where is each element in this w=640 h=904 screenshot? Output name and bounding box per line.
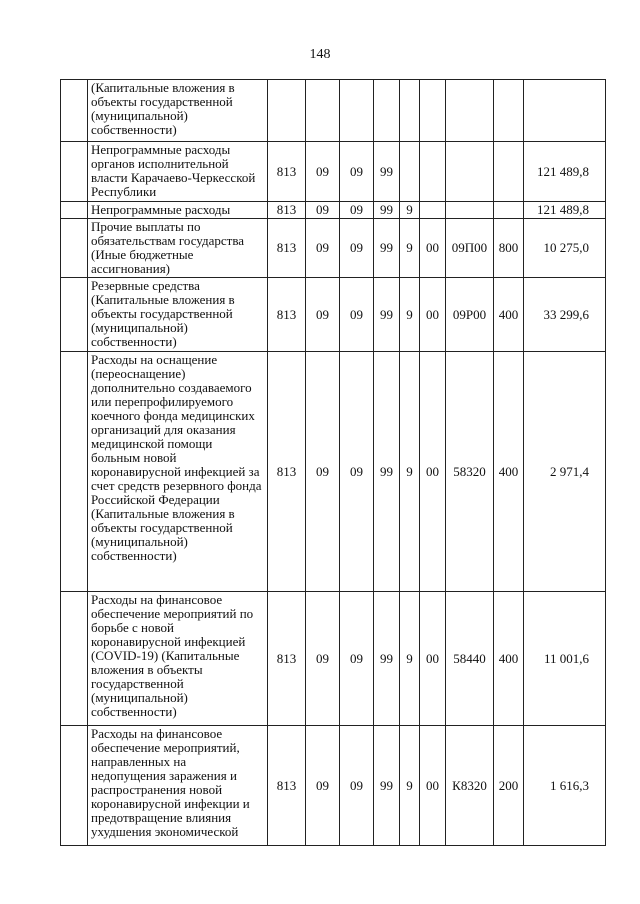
subprogram-code-cell	[400, 142, 420, 202]
expense-name-cell: Резервные средства (Капитальные вложения в объекты государственной (муниципальной) собственности)	[88, 278, 268, 352]
subprogram-code-cell: 9	[400, 219, 420, 278]
article-code-cell	[446, 80, 494, 142]
amount-cell: 121 489,8	[524, 202, 606, 219]
ministry-code-cell: 813	[268, 592, 306, 726]
program-code-cell: 99	[374, 202, 400, 219]
subsection-code-cell: 09	[340, 726, 374, 846]
article-code-cell: К8320	[446, 726, 494, 846]
blank-cell	[61, 80, 88, 142]
program-code-cell: 99	[374, 142, 400, 202]
amount-cell: 2 971,4	[524, 352, 606, 592]
expense-type-cell	[494, 80, 524, 142]
subprogram-code-cell: 9	[400, 592, 420, 726]
section-code-cell: 09	[306, 278, 340, 352]
table-row	[61, 726, 606, 846]
section-code-cell: 09	[306, 142, 340, 202]
article-code-cell	[446, 142, 494, 202]
ministry-code-cell: 813	[268, 219, 306, 278]
amount-cell: 10 275,0	[524, 219, 606, 278]
direction-code-cell: 00	[420, 219, 446, 278]
table-row	[61, 592, 606, 726]
expense-name-cell: Расходы на оснащение (переоснащение) дополнительно создаваемого или перепрофилируемого коечного фонда медицинских организаций для оказания медицинской помощи больным новой коронавирусной инфекцией за счет средств резервного фонда Российской Федерации (Капитальные вложения в объекты государственной (муниципальной) собственности)	[88, 352, 268, 592]
subsection-code-cell: 09	[340, 352, 374, 592]
table-row	[61, 219, 606, 278]
direction-code-cell: 00	[420, 352, 446, 592]
expense-type-cell: 400	[494, 592, 524, 726]
program-code-cell: 99	[374, 219, 400, 278]
program-code-cell: 99	[374, 726, 400, 846]
ministry-code-cell: 813	[268, 202, 306, 219]
expense-name-cell: Расходы на финансовое обеспечение мероприятий по борьбе с новой коронавирусной инфекцией (COVID-19) (Капитальные вложения в объекты государственной (муниципальной) собственности)	[88, 592, 268, 726]
blank-cell	[61, 142, 88, 202]
expense-name-cell: (Капитальные вложения в объекты государственной (муниципальной) собственности)	[88, 80, 268, 142]
subsection-code-cell: 09	[340, 202, 374, 219]
section-code-cell: 09	[306, 202, 340, 219]
article-code-cell: 58320	[446, 352, 494, 592]
section-code-cell: 09	[306, 352, 340, 592]
expense-name-cell: Расходы на финансовое обеспечение мероприятий, направленных на недопущения заражения и распространения новой коронавирусной инфекции и предотвращение влияния ухудшения экономической	[88, 726, 268, 846]
ministry-code-cell: 813	[268, 278, 306, 352]
subprogram-code-cell	[400, 80, 420, 142]
ministry-code-cell: 813	[268, 142, 306, 202]
subsection-code-cell	[340, 80, 374, 142]
ministry-code-cell: 813	[268, 726, 306, 846]
article-code-cell	[446, 202, 494, 219]
expense-type-cell: 400	[494, 278, 524, 352]
table-row	[61, 80, 606, 142]
expense-type-cell	[494, 142, 524, 202]
expense-type-cell	[494, 202, 524, 219]
amount-cell: 121 489,8	[524, 142, 606, 202]
section-code-cell: 09	[306, 726, 340, 846]
table-row	[61, 142, 606, 202]
expense-name-cell: Непрограммные расходы органов исполнительной власти Карачаево-Черкесской Республики	[88, 142, 268, 202]
direction-code-cell	[420, 80, 446, 142]
article-code-cell: 09Р00	[446, 278, 494, 352]
expense-name-cell: Прочие выплаты по обязательствам государства (Иные бюджетные ассигнования)	[88, 219, 268, 278]
expense-type-cell: 200	[494, 726, 524, 846]
subsection-code-cell: 09	[340, 278, 374, 352]
table-row	[61, 352, 606, 592]
article-code-cell: 09П00	[446, 219, 494, 278]
ministry-code-cell: 813	[268, 352, 306, 592]
amount-cell: 33 299,6	[524, 278, 606, 352]
subprogram-code-cell: 9	[400, 352, 420, 592]
blank-cell	[61, 219, 88, 278]
subprogram-code-cell: 9	[400, 726, 420, 846]
subprogram-code-cell: 9	[400, 202, 420, 219]
program-code-cell: 99	[374, 592, 400, 726]
program-code-cell: 99	[374, 278, 400, 352]
table-row	[61, 202, 606, 219]
blank-cell	[61, 352, 88, 592]
article-code-cell: 58440	[446, 592, 494, 726]
direction-code-cell: 00	[420, 592, 446, 726]
ministry-code-cell	[268, 80, 306, 142]
program-code-cell	[374, 80, 400, 142]
expense-name-cell: Непрограммные расходы	[88, 202, 268, 219]
subprogram-code-cell: 9	[400, 278, 420, 352]
direction-code-cell	[420, 202, 446, 219]
direction-code-cell: 00	[420, 278, 446, 352]
blank-cell	[61, 278, 88, 352]
expense-type-cell: 800	[494, 219, 524, 278]
subsection-code-cell: 09	[340, 219, 374, 278]
budget-table	[60, 79, 606, 846]
direction-code-cell	[420, 142, 446, 202]
page-number: 148	[309, 47, 331, 62]
amount-cell	[524, 80, 606, 142]
amount-cell: 11 001,6	[524, 592, 606, 726]
section-code-cell: 09	[306, 219, 340, 278]
expense-type-cell: 400	[494, 352, 524, 592]
section-code-cell: 09	[306, 592, 340, 726]
subsection-code-cell: 09	[340, 592, 374, 726]
blank-cell	[61, 592, 88, 726]
blank-cell	[61, 726, 88, 846]
section-code-cell	[306, 80, 340, 142]
subsection-code-cell: 09	[340, 142, 374, 202]
program-code-cell: 99	[374, 352, 400, 592]
table-row	[61, 278, 606, 352]
direction-code-cell: 00	[420, 726, 446, 846]
blank-cell	[61, 202, 88, 219]
amount-cell: 1 616,3	[524, 726, 606, 846]
